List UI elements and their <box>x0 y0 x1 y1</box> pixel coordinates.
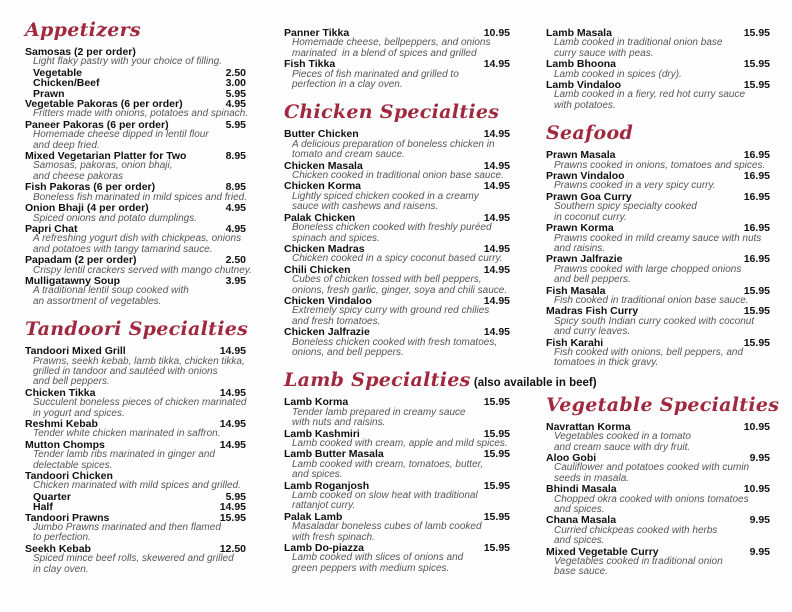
item-description-line: Cubes of chicken tossed with bell peppers, <box>292 274 482 286</box>
item-price: 16.95 <box>743 253 770 266</box>
menu-item <box>25 471 246 513</box>
sub-item-name: Half <box>33 501 53 514</box>
item-name: Butter Chicken <box>284 128 359 141</box>
item-name: Aloo Gobi <box>546 452 597 464</box>
item-price: 15.95 <box>743 58 770 71</box>
item-description-line: and bell peppers. <box>554 274 631 286</box>
item-name: Chili Chicken <box>284 263 351 276</box>
sub-item-price: 3.00 <box>225 77 246 90</box>
item-name: Onion Bhaji (4 per order) <box>25 202 149 215</box>
menu-item <box>284 512 510 543</box>
item-description-line: Lamb cooked in traditional onion base <box>554 37 723 49</box>
menu-item-row <box>25 203 246 213</box>
item-description-line: Tender lamb prepared in creamy sauce <box>292 406 466 418</box>
menu-item <box>25 151 246 182</box>
item-name: Prawn Masala <box>546 149 616 162</box>
item-description-line: Boneless chicken cooked with freshly puréed <box>292 222 492 234</box>
menu-item-row <box>25 255 246 265</box>
item-description-line: Chopped okra cooked with onions tomatoes <box>554 493 749 505</box>
menu-item <box>546 254 770 285</box>
item-description-line: Lamb cooked with cream, apple and mild spices. <box>292 438 508 449</box>
item-name: Vegetable Pakoras (6 per order) <box>25 98 183 111</box>
item-description-line: Homemade cheese, bellpeppers, and onions <box>292 37 491 49</box>
item-description-line: spinach and spices. <box>292 232 380 244</box>
item-name: Panner Tikka <box>284 27 350 39</box>
item-price: 14.95 <box>219 345 246 358</box>
item-description-line: tomato and cream sauce. <box>292 149 405 161</box>
item-description-line: Curried chickpeas cooked with herbs <box>554 524 718 536</box>
menu-item <box>284 429 510 450</box>
item-description-line: and spices. <box>292 469 343 481</box>
item-description-line: Boneless chicken cooked with fresh tomatoes, <box>292 336 498 348</box>
item-price: 15.95 <box>483 542 510 555</box>
item-description-line: Lamb cooked with slices of onions and <box>292 552 464 564</box>
item-description-line: seeds in masala. <box>554 472 630 484</box>
sub-item-price: 2.50 <box>225 66 246 79</box>
menu-item <box>546 192 770 223</box>
item-description-line: Pieces of fish marinated and grilled to <box>292 68 459 80</box>
item-description-line: and spices. <box>554 504 605 516</box>
menu-item <box>284 449 510 480</box>
item-description-line: Fish cooked in traditional onion base sauce. <box>554 294 749 306</box>
item-price: 15.95 <box>743 27 770 39</box>
section-heading <box>546 123 770 144</box>
item-name: Lamb Bhoona <box>546 58 616 71</box>
item-price: 16.95 <box>743 149 770 162</box>
menu-item <box>546 171 770 192</box>
item-description-line: onions, fresh garlic, ginger, soya and chili sauce. <box>292 284 508 296</box>
item-description-line: to perfection. <box>33 532 91 544</box>
item-description-line: Spicy south Indian curry cooked with coconut <box>554 315 755 327</box>
item-name: Chana Masala <box>546 514 617 527</box>
item-description-line: A delicious preparation of boneless chicken in <box>292 138 495 150</box>
item-name: Seekh Kebab <box>25 542 91 555</box>
item-name: Fish Karahi <box>546 336 604 349</box>
item-price: 5.95 <box>225 118 246 131</box>
item-description-line: Chicken marinated with mild spices and grilled. <box>33 480 241 492</box>
item-name: Lamb Do-piazza <box>284 542 364 555</box>
item-price: 2.50 <box>225 254 246 267</box>
item-price: 8.95 <box>225 150 246 163</box>
item-description-line: and cheese pakoras <box>33 170 124 182</box>
item-price: 4.95 <box>225 202 246 215</box>
item-name: Lamb Butter Masala <box>284 448 384 461</box>
item-description-line: and curry leaves. <box>554 326 631 338</box>
menu-item <box>25 120 246 151</box>
item-description-line: sauce with cashews and raisens. <box>292 201 439 213</box>
item-price: 10.95 <box>743 483 770 496</box>
item-description-line: Chicken cooked in a spicy coconut based curry. <box>292 253 503 265</box>
item-description-line: Prawns cooked in a very spicy curry. <box>554 180 716 192</box>
item-description-line: an assortment of vegetables. <box>33 295 162 307</box>
menu-item <box>284 543 510 574</box>
item-description-line: and potatoes with tangy tamarind sauce. <box>33 243 213 255</box>
menu-column-3 <box>546 20 780 612</box>
item-description-line: and cream sauce with dry fruit. <box>554 441 691 453</box>
item-description-line: Crispy lentil crackers served with mango chutney. <box>33 264 252 276</box>
item-description-line: in coconut curry. <box>554 211 627 223</box>
item-name: Lamb Korma <box>284 396 349 409</box>
sub-item-price: 5.95 <box>225 490 246 503</box>
item-description-line: Succulent boneless pieces of chicken marinated <box>33 397 247 409</box>
item-price: 4.95 <box>225 98 246 111</box>
item-name: Mixed Vegetarian Platter for Two <box>25 150 187 163</box>
menu-item <box>284 59 510 90</box>
item-price: 15.95 <box>483 396 510 409</box>
menu-item <box>25 513 246 544</box>
section-heading <box>25 20 246 41</box>
menu-item <box>284 327 510 358</box>
item-name: Reshmi Kebab <box>25 418 98 430</box>
sub-item-name: Vegetable <box>33 66 83 79</box>
section-heading-text: Tandoori Specialties <box>25 318 249 341</box>
menu-item <box>546 422 770 453</box>
item-description-line: Tender lamb ribs marinated in ginger and <box>33 449 215 461</box>
item-name: Papadam (2 per order) <box>25 254 137 267</box>
item-price: 15.95 <box>219 511 246 524</box>
item-description-line: and deep fried. <box>33 139 100 151</box>
item-name: Lamb Vindaloo <box>546 79 622 92</box>
menu-item <box>546 223 770 254</box>
item-price: 10.95 <box>743 420 770 433</box>
item-description-line: Masaladar boneless cubes of lamb cooked <box>292 521 482 533</box>
item-description-line: Fritters made with onions, potatoes and spinach. <box>33 108 249 120</box>
item-description-line: Vegetables cooked in a tomato <box>554 431 691 443</box>
item-description-line: Lamb cooked in a fiery, red hot curry sauce <box>554 89 746 101</box>
item-description-line: Fish cooked with onions, bell peppers, and <box>554 346 744 358</box>
item-price: 14.95 <box>483 294 510 307</box>
item-price: 14.95 <box>483 58 510 71</box>
item-description-line: Samosas, pakoras, onion bhaji, <box>33 160 173 172</box>
item-description-line: Lamb cooked with cream, tomatoes, butter, <box>292 458 484 470</box>
menu-item-row <box>546 223 770 233</box>
item-description-line: tomatoes in thick gravy. <box>554 357 659 369</box>
item-name: Mulligatawny Soup <box>25 274 121 287</box>
item-description-line: A refreshing yogurt dish with chickpeas, onions <box>33 233 242 245</box>
menu-item <box>546 515 770 546</box>
item-price: 4.95 <box>225 222 246 235</box>
item-name: Chicken Korma <box>284 180 362 193</box>
item-description-line: and fresh tomatoes. <box>292 315 381 327</box>
menu-item <box>25 419 246 440</box>
item-price: 16.95 <box>743 170 770 183</box>
item-description-line: delectable spices. <box>33 459 113 471</box>
item-description-line: onions, and bell peppers. <box>292 346 404 358</box>
item-description-line: with nuts and raisins. <box>292 417 386 429</box>
item-price: 14.95 <box>483 128 510 141</box>
menu-item <box>25 203 246 224</box>
item-price: 16.95 <box>743 222 770 235</box>
item-name: Tandoori Chicken <box>25 470 113 483</box>
menu-item-row <box>284 327 510 337</box>
menu-item <box>25 544 246 575</box>
section-heading-text: Chicken Specialties <box>284 101 500 124</box>
item-name: Chicken Vindaloo <box>284 294 372 307</box>
item-price: 15.95 <box>483 448 510 461</box>
item-name: Chicken Jalfrazie <box>284 326 370 339</box>
item-name: Papri Chat <box>25 222 78 235</box>
item-price: 9.95 <box>749 452 770 464</box>
item-price: 14.95 <box>483 180 510 193</box>
item-description-line: and spices. <box>554 535 605 547</box>
menu-item <box>546 80 770 111</box>
item-description-line: in yogurt and spices. <box>33 407 125 419</box>
item-description-line: Vegetables cooked in traditional onion <box>554 556 723 568</box>
item-description-line: green peppers with medium spices. <box>292 562 450 574</box>
sub-item-name: Quarter <box>33 490 71 503</box>
section-heading-text: Lamb Specialties <box>284 369 471 392</box>
item-description-line: marinated in a blend of spices and grilled <box>292 47 477 59</box>
item-description-line: and raisins. <box>554 242 606 254</box>
menu-item-row <box>25 346 246 356</box>
item-price: 15.95 <box>743 305 770 318</box>
menu-item <box>284 481 510 512</box>
menu-item <box>546 453 770 484</box>
item-name: Prawn Korma <box>546 222 614 235</box>
section-heading-suffix: (also available in beef) <box>470 377 597 390</box>
item-description-line: Lamb cooked on slow heat with traditional <box>292 490 478 502</box>
item-name: Fish Tikka <box>284 58 336 71</box>
section-heading <box>25 318 249 341</box>
item-description-line: Lightly spiced chicken cooked in a creamy <box>292 190 479 202</box>
item-price: 9.95 <box>749 514 770 527</box>
menu-item <box>284 28 510 59</box>
menu-item <box>25 388 246 419</box>
item-description-line: Tender white chicken marinated in saffron. <box>33 428 221 440</box>
item-description-line: Prawns cooked with large chopped onions <box>554 263 742 275</box>
item-name: Paneer Pakoras (6 per order) <box>25 118 169 131</box>
item-description-line: and bell peppers. <box>33 376 110 388</box>
item-price: 15.95 <box>743 79 770 92</box>
item-price: 15.95 <box>483 427 510 440</box>
menu-item <box>546 286 770 307</box>
item-price: 14.95 <box>483 159 510 172</box>
section-heading-text: Appetizers <box>25 19 141 41</box>
menu-item <box>25 224 246 255</box>
item-name: Lamb Kashmiri <box>284 427 360 440</box>
menu-item <box>25 346 246 388</box>
item-name: Lamb Roganjosh <box>284 479 370 492</box>
menu-item <box>546 338 770 369</box>
item-name: Palak Chicken <box>284 211 356 224</box>
item-name: Mixed Vegetable Curry <box>546 545 659 558</box>
menu-item <box>284 265 510 296</box>
item-price: 15.95 <box>743 284 770 297</box>
item-name: Navrattan Korma <box>546 420 631 433</box>
item-name: Fish Pakoras (6 per order) <box>25 181 156 194</box>
item-name: Prawn Goa Curry <box>546 190 632 203</box>
item-description-line: rattanjot curry. <box>292 500 356 512</box>
menu-item <box>284 161 510 182</box>
menu-item <box>25 98 249 120</box>
item-description-line: Southern spicy specialty cooked <box>554 201 697 213</box>
menu-item <box>25 182 246 203</box>
item-price: 15.95 <box>743 336 770 349</box>
item-price: 8.95 <box>225 181 246 194</box>
item-description-line: Spiced onions and potato dumplings. <box>33 212 198 224</box>
menu-item <box>25 254 252 276</box>
item-description-line: perfection in a clay oven. <box>292 79 403 91</box>
item-name: Chicken Masala <box>284 159 363 172</box>
menu-item <box>546 547 770 578</box>
item-name: Fish Masala <box>546 284 606 297</box>
item-name: Prawn Jalfrazie <box>546 253 623 266</box>
item-price: 14.95 <box>483 326 510 339</box>
item-description-line: Prawns, seekh kebab, lamb tikka, chicken tikka, <box>33 355 245 367</box>
item-description-line: Spiced mince beef rolls, skewered and grilled <box>33 553 234 565</box>
item-description-line: with fresh spinach. <box>292 531 375 543</box>
item-price: 10.95 <box>483 27 510 39</box>
item-name: Chicken Madras <box>284 242 365 255</box>
item-price: 14.95 <box>483 263 510 276</box>
section-heading <box>284 102 510 123</box>
item-description-line: Extremely spicy curry with ground red chilies <box>292 305 490 317</box>
sub-item-price: 14.95 <box>219 501 246 514</box>
menu-item <box>546 306 770 337</box>
item-description-line: Jumbo Prawns marinated and then flamed <box>33 522 221 534</box>
item-description-line: with potatoes. <box>554 99 616 111</box>
item-description-line: Chicken cooked in traditional onion base sauce. <box>292 170 504 182</box>
section-heading <box>284 369 597 392</box>
item-price: 12.50 <box>219 542 246 555</box>
item-price: 14.95 <box>219 418 246 430</box>
section-heading-text: Seafood <box>546 122 634 145</box>
sub-item-price: 5.95 <box>225 87 246 100</box>
sub-item-row <box>25 492 246 502</box>
item-description-line: in clay oven. <box>33 563 89 575</box>
item-price: 15.95 <box>483 510 510 523</box>
item-description-line: Light flaky pastry with your choice of filling. <box>33 56 222 68</box>
item-price: 3.95 <box>225 274 246 287</box>
item-price: 16.95 <box>743 190 770 203</box>
item-name: Samosas (2 per order) <box>25 46 136 58</box>
item-price: 14.95 <box>483 242 510 255</box>
menu-item <box>546 150 770 171</box>
menu-item <box>284 181 510 212</box>
menu-item <box>284 397 510 428</box>
item-price: 14.95 <box>219 438 246 451</box>
item-description-line: Boneless fish marinated in mild spices and fried. <box>33 191 247 203</box>
item-description-line: base sauce. <box>554 566 608 578</box>
menu-item <box>25 276 246 307</box>
item-name: Bhindi Masala <box>546 483 617 496</box>
item-name: Prawn Vindaloo <box>546 170 625 183</box>
item-name: Mutton Chomps <box>25 438 105 451</box>
menu-item <box>25 47 246 99</box>
sub-item-name: Prawn <box>33 87 65 100</box>
item-name: Chicken Tikka <box>25 386 96 399</box>
item-description-line: curry sauce with peas. <box>554 47 654 59</box>
section-heading <box>546 393 780 416</box>
item-description-line: Cauliflower and potatoes cooked with cumin <box>554 462 750 474</box>
item-price: 15.95 <box>483 479 510 492</box>
item-name: Tandoori Prawns <box>25 511 110 524</box>
item-price: 14.95 <box>219 386 246 399</box>
menu-item <box>546 28 770 59</box>
item-name: Lamb Masala <box>546 27 612 39</box>
item-description-line: Prawns cooked in onions, tomatoes and spices. <box>554 159 766 171</box>
section-heading-text: Vegetable Specialties <box>546 393 780 416</box>
item-description-line: grilled in tandoor and sautéed with onions <box>33 365 218 377</box>
item-description-line: Lamb cooked in spices (dry). <box>554 68 682 80</box>
item-description-line: A traditional lentil soup cooked with <box>33 285 189 297</box>
item-price: 9.95 <box>749 545 770 558</box>
menu-item <box>546 484 770 515</box>
item-name: Palak Lamb <box>284 510 343 523</box>
item-name: Tandoori Mixed Grill <box>25 345 126 358</box>
item-price: 14.95 <box>483 211 510 224</box>
menu-item <box>546 59 770 80</box>
item-description-line: Prawns cooked in mild creamy sauce with nuts <box>554 232 762 244</box>
item-description-line: Homemade cheese dipped in lentil flour <box>33 129 209 141</box>
item-name: Madras Fish Curry <box>546 305 639 318</box>
menu-column-1 <box>25 19 252 612</box>
sub-item-name: Chicken/Beef <box>33 77 100 90</box>
menu-item <box>25 440 246 471</box>
menu-item <box>284 129 510 160</box>
menu-item <box>284 244 510 265</box>
menu-item <box>284 213 510 244</box>
menu-item <box>284 296 510 327</box>
